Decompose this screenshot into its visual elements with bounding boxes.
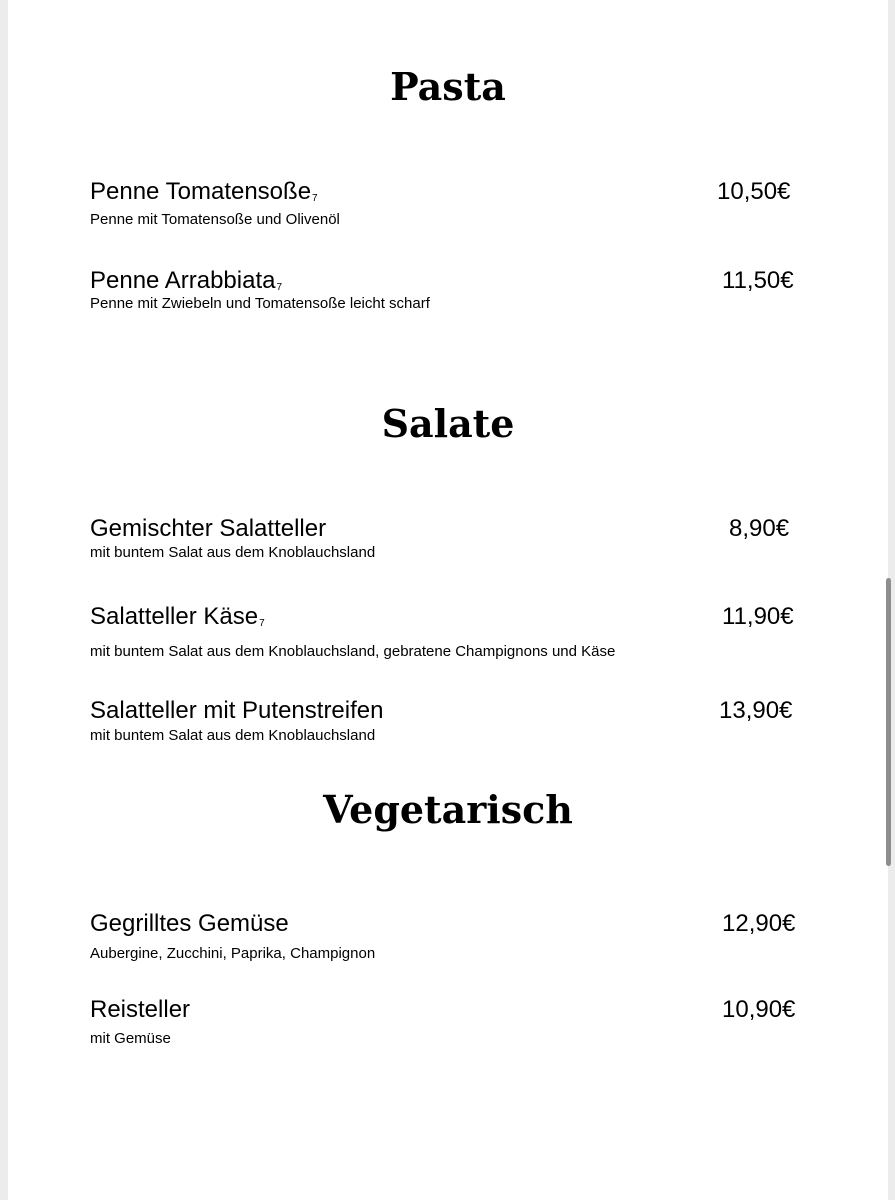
menu-item-description: Penne mit Zwiebeln und Tomatensoße leicht scharf bbox=[90, 295, 430, 312]
menu-item-description: mit buntem Salat aus dem Knoblauchsland bbox=[90, 727, 376, 744]
menu-page bbox=[8, 0, 888, 1200]
menu-item-price: 12,90€ bbox=[722, 910, 796, 937]
menu-item-description: Aubergine, Zucchini, Paprika, Champignon bbox=[90, 945, 376, 962]
section-title-pasta: Pasta bbox=[390, 64, 506, 109]
allergen-marker: 7 bbox=[259, 618, 265, 629]
menu-item-name: Penne Arrabbiata$_7$ bbox=[90, 267, 283, 294]
menu-item-name: Salatteller mit Putenstreifen bbox=[90, 697, 384, 724]
menu-item-price: 10,90€ bbox=[722, 996, 796, 1023]
menu-item-name: Reisteller bbox=[90, 996, 191, 1023]
section-title-salate: Salate bbox=[381, 401, 515, 446]
menu-item-description: mit Gemüse bbox=[90, 1030, 171, 1047]
menu-item-price: 10,50€ bbox=[717, 178, 791, 205]
menu-item-name: Gemischter Salatteller bbox=[90, 515, 327, 542]
menu-item-price: 8,90€ bbox=[729, 515, 790, 542]
vertical-scrollbar[interactable] bbox=[886, 578, 891, 866]
menu-item-description: mit buntem Salat aus dem Knoblauchsland, gebratene Champignons und Käse bbox=[90, 643, 616, 660]
menu-item-price: 13,90€ bbox=[719, 697, 793, 724]
menu-item-name: Gegrilltes Gemüse bbox=[90, 910, 289, 937]
menu-item-name: Penne Tomatensoße$_7$ bbox=[90, 178, 318, 205]
allergen-marker: 7 bbox=[276, 282, 283, 293]
menu-item-price: 11,50€ bbox=[722, 267, 794, 294]
allergen-marker: 7 bbox=[312, 193, 318, 204]
menu-item-description: mit buntem Salat aus dem Knoblauchsland bbox=[90, 544, 376, 561]
menu-item-name: Salatteller Käse$_7$ bbox=[90, 603, 265, 630]
section-title-vegetarisch: Vegetarisch bbox=[323, 787, 573, 832]
menu-item-price: 11,90€ bbox=[722, 603, 794, 630]
menu-item-description: Penne mit Tomatensoße und Olivenöl bbox=[90, 211, 340, 228]
